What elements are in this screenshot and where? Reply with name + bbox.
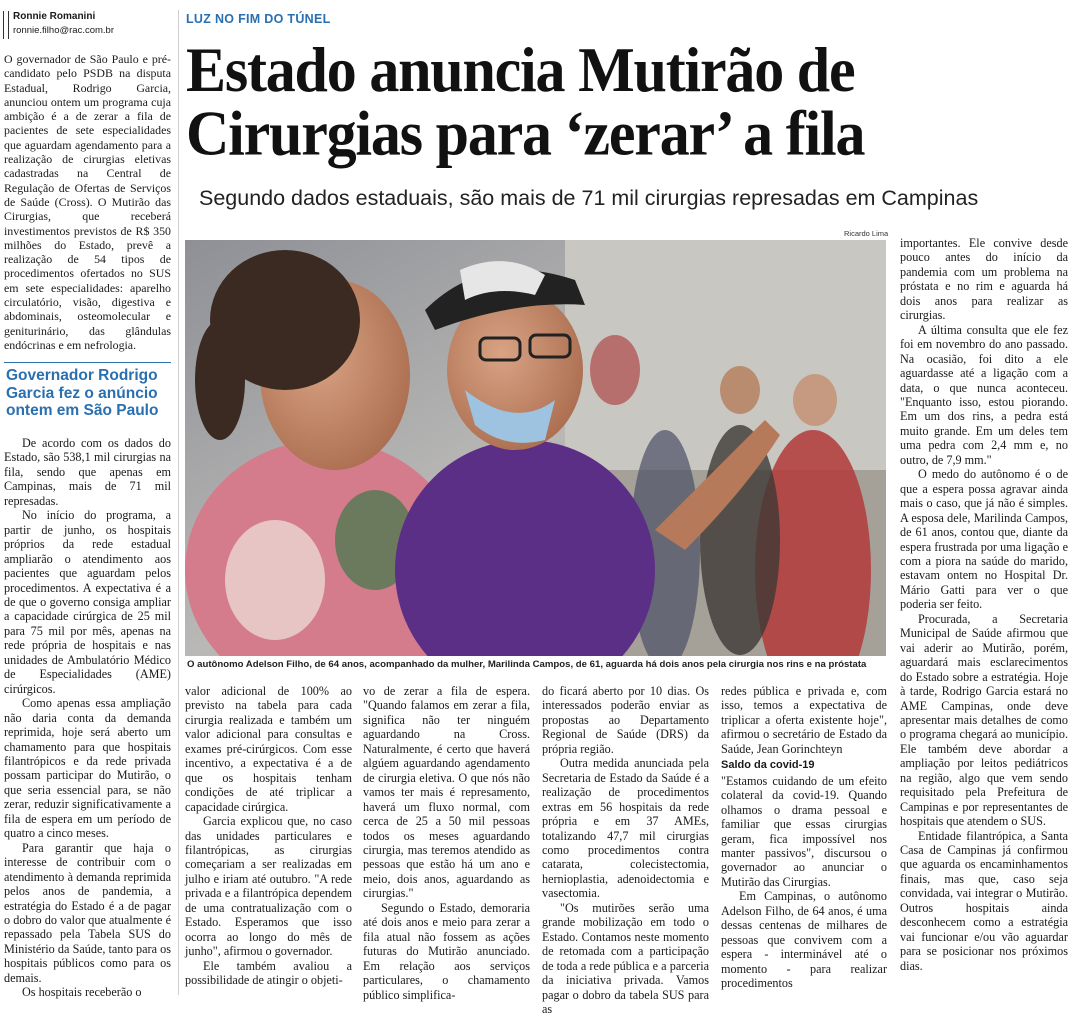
- paragraph: Ele também avaliou a possibilidade de atingir o objeti-: [185, 958, 352, 988]
- article-column-2: [185, 684, 352, 988]
- photo-illustration: [185, 240, 886, 656]
- byline-rule: [3, 11, 9, 39]
- paragraph: redes pública e privada e, com isso, temos a expectativa de triplicar a oferta existente hoje", afirmou o secretário de Estado da Saúde, Jean Gorinchteyn: [721, 684, 887, 756]
- paragraph: De acordo com os dados do Estado, são 538,1 mil cirurgias na fila, sendo que apenas em Campinas, mais de 71 mil represadas.: [4, 436, 171, 508]
- article-column-5: [721, 684, 887, 991]
- paragraph: importantes. Ele convive desde pouco antes do início da pandemia com um problema na próstata e no rim e aguarda há dois anos para realizar as cirurgias.: [900, 236, 1068, 323]
- photo-credit: Ricardo Lima: [844, 229, 889, 238]
- paragraph: A última consulta que ele fez foi em novembro do ano passado. Na ocasião, foi dito a ele aguardasse até a ligação com a data, o que nunca aconteceu. "Enquanto isso, estou piorando. Em um dos rins, a pedra está muito grande. Em um deles tem uma pedra com 2,4 mm e, no outro, de 7,9 mm.": [900, 322, 1068, 467]
- paragraph: Os hospitais receberão o: [22, 985, 142, 1000]
- sidebar-headline: Governador Rodrigo Garcia fez o anúncio ontem em São Paulo: [6, 367, 159, 419]
- paragraph: Outra medida anunciada pela Secretaria de Estado da Saúde é a realização de procedimentos extras em 56 hospitais da rede própria e em 37 AMEs, totalizando 47,7 mil cirurgias como procedimentos contra catarata, colecistectomia, hernioplastia, adenoidectomia e vasectomia.: [542, 756, 709, 901]
- byline-author: Ronnie Romanini: [13, 11, 96, 22]
- paragraph: O medo do autônomo é o de que a espera possa agravar ainda mais o caso, que já não é simples. A esposa dele, Marilinda Campos, de 61 anos, contou que, diante da espera frustrada por uma ligação e com a piora na saúde do marido, estavam ontem no Hospital Dr. Mário Gatti para ver o que poderia ser feito.: [900, 467, 1068, 612]
- paragraph: Procurada, a Secretaria Municipal de Saúde afirmou que vai aderir ao Mutirão, porém, aguardará mais esclarecimentos do Estado sobre a estratégia. Hoje à tarde, Rodrigo Garcia estará no AME Campinas, onde deve apresentar mais detalhes de como o programa chegará ao município. Ele também deve abordar a ampliação por leitos pediátricos na região, algo que vem sendo requisitado pela Prefeitura de Campinas e por representantes de hospitais que atendem o SUS.: [900, 611, 1068, 829]
- paragraph: Segundo o Estado, demoraria até dois anos e meio para zerar a fila atual não fossem as ações futuras do Mutirão anunciado. Em relação aos serviços particulares, o chamamento público simplifica-: [363, 900, 530, 1002]
- section-heading: Saldo da covid-19: [721, 759, 815, 772]
- paragraph: Garcia explicou que, no caso das unidades particulares e filantrópicas, as cirurgias começariam a ser realizadas em julho e iriam até outubro. "A rede privada e a filantrópica dependem de uma contratualização com o Estado. Esperamos que isso ocorra ao longo do mês de junho", afirmou o governador.: [185, 814, 352, 959]
- kicker: LUZ NO FIM DO TÚNEL: [186, 12, 331, 26]
- article-column-1: [4, 436, 171, 1000]
- photo-caption: O autônomo Adelson Filho, de 64 anos, acompanhado da mulher, Marilinda Campos, de 61, aguarda há dois anos pela cirurgia nos rins e na próstata: [187, 659, 867, 670]
- article-column-3: [363, 684, 530, 1002]
- paragraph: "Estamos cuidando de um efeito colateral da covid-19. Quando olhamos o drama pessoal e familiar que essas cirurgias geram, fica impossível nos manter passivos", discursou o governador ao anunciar o Mutirão das Cirurgias.: [721, 773, 887, 889]
- paragraph: do ficará aberto por 10 dias. Os interessados poderão enviar as propostas ao Departamento Regional de Saúde (DRS) da própria região.: [542, 684, 709, 756]
- headline-line-2: Cirurgias para ‘zerar’ a fila: [186, 98, 865, 169]
- column-rule: [178, 10, 179, 995]
- sidebar-rule: [4, 362, 171, 363]
- article-column-6: [900, 236, 1068, 973]
- paragraph: valor adicional de 100% ao previsto na tabela para cada cirurgia realizada e também um valor adicional para consultas e exames pré-cirúrgicos. Com esse incentivo, a expectativa é a de que os hospitais tenham condições de até triplicar a capacidade cirúrgica.: [185, 684, 352, 814]
- byline-email: ronnie.filho@rac.com.br: [13, 25, 114, 36]
- paragraph: "Os mutirões serão uma grande mobilização em todo o Estado. Contamos neste momento de retomada com a participação de toda a rede pública e a parceria da iniciativa privada. Vamos pagar o dobro da tabela SUS para as: [542, 900, 709, 1016]
- intro-text: O governador de São Paulo e pré-candidato pelo PSDB na disputa Estadual, Rodrigo Garcia, anunciou ontem um programa cuja ambição é a de zerar a fila de pacientes de sete especialidades que aguardam agendamento para a realização de cirurgias eletivas cadastradas na Central de Regulação de Ofertas de Serviços de Saúde (Cross). O Mutirão das Cirurgias, que receberá investimentos previstos de R$ 350 milhões do Estado, prevê a realização de 54 tipos de procedimentos ofertados no SUS em sete especialidades: aparelho circulatório, visão, digestiva e abdominais, osteomolecular e geniturinário, das glândulas endócrinas e em nefrologia.: [4, 52, 171, 352]
- paragraph: No início do programa, a partir de junho, os hospitais próprios da rede estadual ampliarão o atendimento aos pacientes que aguardam pelos procedimentos. A expectativa é a de que o governo consiga ampliar a capacidade cirúrgica de 25 mil para 75 mil por mês, apenas na rede própria de hospitais e nas unidades de Ambulatório Médico de Especialidades (AME) cirúrgicos.: [4, 508, 171, 696]
- headline-line-1: Estado anuncia Mutirão de: [186, 34, 855, 105]
- headline: [186, 34, 1066, 169]
- paragraph: vo de zerar a fila de espera. "Quando falamos em zerar a fila, significa não ter ninguém aguardando na Cross. Naturalmente, é certo que haverá algúem aguardando agendamento de cirurgia eletiva. O que nós não vamos ter mais é represamento, haverá um fluxo normal, com cerca de 25 a 50 mil pessoas todos os meses aguardando cirurgia, mas teremos atendido as pessoas que estão há um ano e meio, dois anos, aguardando as cirurgias.": [363, 684, 530, 901]
- paragraph: Entidade filantrópica, a Santa Casa de Campinas já confirmou que aguarda os encaminhamentos finais, mas que, caso seja convidada, vai integrar o Mutirão. Outros hospitais ainda desconhecem como a estratégia vai funcionar e/ou vão aguardar para se posicionar nos próximos dias.: [900, 828, 1068, 973]
- news-photo: [185, 240, 886, 656]
- article-column-4: [542, 684, 709, 1016]
- paragraph: Em Campinas, o autônomo Adelson Filho, de 64 anos, é uma dessas centenas de milhares de pessoas que convivem com a espera - interminável até o momento - para realizar procedimentos: [721, 889, 887, 991]
- subheadline: Segundo dados estaduais, são mais de 71 mil cirurgias represadas em Campinas: [199, 186, 979, 210]
- paragraph: Para garantir que haja o interesse de contribuir com o atendimento à demanda reprimida pelos anos de pandemia, a estratégia do Estado é a de pagar o dobro do valor que atualmente é repassado pela Tabela SUS do Ministério da Saúde, tanto para os hospitais públicos como para os demais.: [4, 840, 171, 985]
- paragraph: Como apenas essa ampliação não daria conta da demanda reprimida, hoje será aberto um chamamento para que hospitais filantrópicos e da rede privada possam participar do Mutirão, o que seria essencial para, se não zerar, reduzir significativamente a fila de espera em um período de quatro a cinco meses.: [4, 696, 171, 841]
